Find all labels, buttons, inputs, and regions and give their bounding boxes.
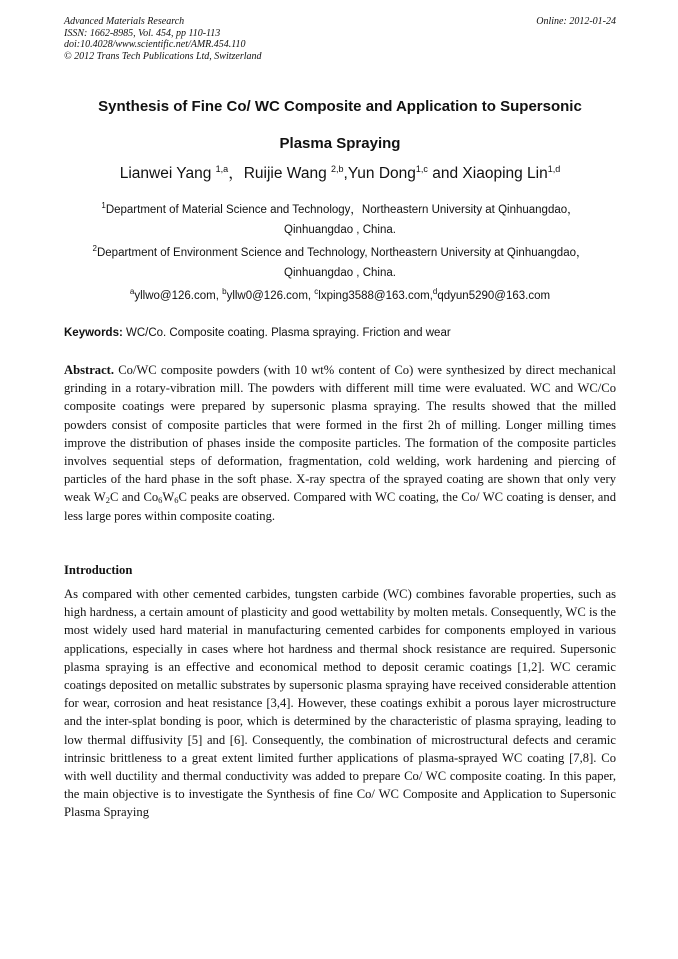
email-address: qdyun5290@163.com — [437, 290, 551, 302]
author-superscript: 1,c — [415, 164, 428, 174]
introduction-body: As compared with other cemented carbides, tungsten carbide (WC) combines favorable properties, such as high hardness, a certain amount of plasticity and good wettability by molten metals. Consequently, WC is the most widely used hard material in manufacturing cemented carbides for components employed in various applications, especially in cases where hot hardness and thermal shock resistance are required. Supersonic plasma spraying is an effective and economical method to deposit ceramic coatings [1,2]. WC ceramic coatings deposited on metallic substrates by supersonic plasma spraying have received considerable attention for wear, corrosion and heat resistance [3,4]. However, these coatings exhibit a porous layer microstructure and the inter-splat bonding is poor, which is determined by the characteristic of plasma spraying, leading to low thermal diffusivity [5] and [6]. Consequently, the combination of microstructural defects and ceramic intrinsic brittleness to a great extent limited further applications of plasma-sprayed WC coating [7,8]. Co with well ductility and thermal conductivity was added to prepare Co/ WC composite coating. In this paper, the main objective is to investigate the Synthesis of fine Co/ WC Composite and Application to Supersonic Plasma Spraying — [64, 587, 616, 820]
author-name: Xiaoping Lin — [462, 165, 548, 182]
email-superscript: d — [432, 287, 438, 296]
email-superscript: b — [222, 287, 227, 296]
affiliation-line: Qinhuangdao , China. — [284, 267, 396, 279]
journal-header — [64, 16, 616, 62]
affiliation-2 — [56, 243, 624, 283]
abstract-text: C and Co — [109, 490, 159, 505]
author-separator: , — [343, 165, 348, 182]
abstract-subscript: 2 — [105, 495, 110, 506]
keywords-label: Keywords: — [64, 327, 123, 339]
affiliation-line: Department of Material Science and Technology，Northeastern University at Qinhuangdao， — [105, 204, 579, 216]
online-date: Online: 2012-01-24 — [536, 16, 616, 27]
section-heading-introduction: Introduction — [64, 563, 133, 577]
title-line-1: Synthesis of Fine Co/ WC Composite and Application to Supersonic — [98, 98, 582, 115]
keywords — [64, 325, 616, 341]
author-separator: ， — [228, 165, 244, 182]
journal-name: Advanced Materials Research — [64, 16, 185, 27]
keywords-text: WC/Co. Composite coating. Plasma spraying. Friction and wear — [122, 327, 451, 339]
title-line-2: Plasma Spraying — [279, 135, 401, 152]
paper-title — [64, 88, 616, 162]
author-superscript: 1,a — [215, 164, 229, 174]
affiliation-line: Department of Environment Science and Technology, Northeastern University at Qinhuangdao， — [96, 247, 588, 259]
author-separator: and — [427, 165, 463, 182]
email-address: yllwo@126.com, — [134, 290, 223, 302]
email-superscript: a — [129, 287, 135, 296]
author-superscript: 2,b — [331, 164, 344, 174]
abstract-subscript: 6 — [174, 495, 179, 506]
email-address: yllw0@126.com, — [226, 290, 315, 302]
abstract-text: Co/WC composite powders (with 10 wt% content of Co) were synthesized by direct mechanical grinding in a rotary-vibration mill. The powders with different mill time were evaluated. WC and WC/Co composite coatings were prepared by supersonic plasma spraying. The results showed that the milled powders consist of composite particles that were formed in the first 2h of milling. Longer milling times improve the distribution of phases inside the composite particles. The formation of the composite particles involves sequential steps of deformation, fragmentation, cold welding, work hardening and piercing of particles of the hard phase in the soft phase. X-ray spectra of the sprayed coating are shown that only very weak W — [64, 363, 616, 505]
affiliation-line: Qinhuangdao , China. — [284, 224, 396, 236]
issn-line: ISSN: 1662-8985, Vol. 454, pp 110-113 — [64, 27, 221, 39]
email-list — [56, 286, 624, 306]
abstract — [64, 361, 616, 525]
author-list — [64, 164, 616, 184]
affiliation-1 — [56, 200, 624, 240]
affiliation-superscript: 1 — [101, 201, 106, 210]
abstract-text: C peaks are observed. Compared with WC coating, the Co/ WC coating is denser, and less large pores within composite coating. — [64, 490, 616, 523]
email-superscript: c — [314, 287, 319, 296]
copyright-line: © 2012 Trans Tech Publications Ltd, Switzerland — [64, 50, 262, 62]
abstract-subscript: 6 — [158, 495, 163, 506]
abstract-label: Abstract. — [64, 363, 115, 377]
doi-line: doi:10.4028/www.scientific.net/AMR.454.110 — [64, 39, 246, 50]
author-name: Lianwei Yang — [119, 165, 216, 182]
email-address: lxping3588@163.com, — [318, 290, 433, 302]
author-superscript: 1,d — [547, 164, 561, 174]
author-name: Yun Dong — [347, 165, 416, 182]
abstract-text: W — [162, 490, 175, 505]
author-name: Ruijie Wang — [243, 165, 331, 182]
affiliation-superscript: 2 — [92, 244, 97, 253]
